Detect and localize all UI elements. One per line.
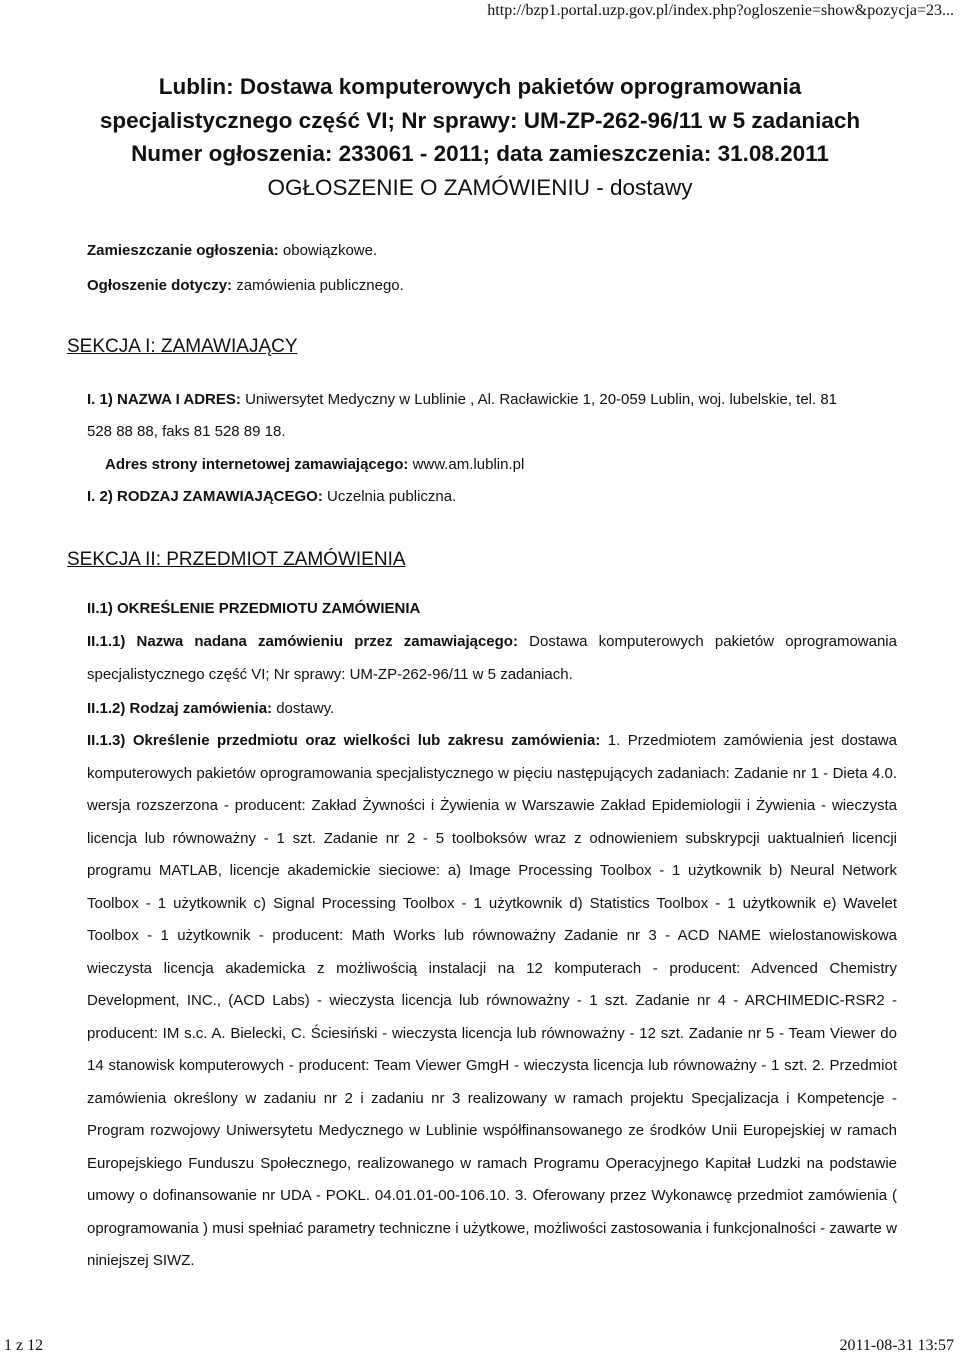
scope-value: 1. Przedmiotem zamówienia jest dostawa komputerowych pakietów oprogramowania specjalistycznego w pięciu następujących zadaniach: Zadanie nr 1 - Dieta 4.0. wersja rozszerzona - producent: Zakład Żywności i Żywienia w Warszawie Zakład Epidemiologii i Żywienia - wieczysta licencja lub równoważny - 1 szt. Zadanie nr 2 - 5 toolboksów wraz z odnowieniem subskrypcji uaktualnień licencji programu MATLAB, licencje akademickie sieciowe: a) Image Processing Toolbox - 1 użytkownik b) Neural Network Toolbox - 1 użytkownik c) Signal Processing Toolbox - 1 użytkownik d) Statistics Toolbox - 1 użytkownik e) Wavelet Toolbox - 1 użytkownik - producent: Math Works lub równoważny Zadanie nr 3 - ACD NAME wielostanowiskowa wieczysta licencja akademicka z możliwością instalacji na 12 komputerach - producent: Advenced Chemistry Development, INC., (ACD Labs) - wieczysta licencja lub równoważny - 1 szt. Zadanie nr 4 - ARCHIMEDIC-RSR2 - producent: IM s.c. A. Bielecki, C. Ściesiński - wieczysta licencja lub równoważny - 12 szt. Zadanie nr 5 - Team Viewer do 14 stanowisk komputerowych - producent: Team Viewer GmgH - wieczysta licencja lub równoważny - 1 szt. 2. Przedmiot zamówienia określony w zadaniu nr 2 i zadaniu nr 3 realizowany w ramach projektu Specjalizacja i Kompetencje - Program rozwojowy Uniwersytetu Medycznego w Lublinie współfinansowanego ze środków Unii Europejskiej w ramach Europejskiego Funduszu Społecznego, realizowanego w ramach Programu Operacyjnego Kapitał Ludzki na podstawie umowy o dofinansowanie nr UDA - POKL. 04.01.01-00-106.10. 3. Oferowany przez Wykonawcę przedmiot zamówienia ( oprogramowania ) musi spełniać parametry techniczne i użytkowe, możliwości zastosowania i funkcjonalności - zawarte w niniejszej SIWZ. [87, 732, 897, 1269]
concerns-value: zamówienia publicznego. [236, 277, 404, 294]
scope-label: II.1.3) Określenie przedmiotu oraz wielkości lub zakresu zamówienia: [87, 732, 601, 749]
page-number: 1 z 12 [4, 1337, 44, 1354]
placement-label: Zamieszczanie ogłoszenia: [87, 242, 279, 259]
name-address-value-2: 528 88 88, faks 81 528 89 18. [87, 423, 286, 440]
customer-type-row [87, 488, 456, 505]
section-1-heading: SEKCJA I: ZAMAWIAJĄCY [67, 336, 298, 357]
concerns-label: Ogłoszenie dotyczy: [87, 277, 233, 294]
title-line-1: Lublin: Dostawa komputerowych pakietów oprogramowania [158, 74, 802, 99]
customer-type-value: Uczelnia publiczna. [327, 488, 457, 505]
website-value[interactable]: www.am.lublin.pl [412, 456, 525, 473]
scope-paragraph [87, 725, 897, 1278]
website-row [105, 456, 524, 473]
placement-row [87, 242, 377, 259]
name-address-row [87, 391, 837, 408]
placement-value: obowiązkowe. [282, 242, 378, 259]
contract-name-label: II.1.1) Nazwa nadana zamówieniu przez zamawiającego: [87, 633, 518, 650]
contract-name-value: Dostawa komputerowych pakietów oprogramowania specjalistycznego część VI; Nr sprawy: UM-ZP-262-96/11 w 5 zadaniach. [87, 633, 897, 683]
contract-kind-value: dostawy. [276, 700, 335, 717]
notice-subtitle: OGŁOSZENIE O ZAMÓWIENIU - dostawy [267, 174, 693, 200]
customer-type-label: I. 2) RODZAJ ZAMAWIAJĄCEGO: [87, 488, 323, 505]
contract-kind-label: II.1.2) Rodzaj zamówienia: [87, 700, 273, 717]
name-address-value: Uniwersytet Medyczny w Lublinie , Al. Racławickie 1, 20-059 Lublin, woj. lubelskie, tel. 81 [245, 391, 838, 408]
title-line-3: Numer ogłoszenia: 233061 - 2011; data zamieszczenia: 31.08.2011 [131, 141, 829, 166]
name-address-row-2 [87, 423, 286, 440]
print-header-url: http://bzp1.portal.uzp.gov.pl/index.php?ogloszenie=show&pozycja=23... [487, 2, 954, 19]
contract-kind-row [87, 700, 334, 717]
website-label: Adres strony internetowej zamawiającego: [105, 456, 409, 473]
notice-title [0, 70, 960, 204]
contract-name-paragraph [87, 626, 897, 691]
section-2-heading: SEKCJA II: PRZEDMIOT ZAMÓWIENIA [67, 549, 406, 570]
concerns-row [87, 277, 404, 294]
name-address-label: I. 1) NAZWA I ADRES: [87, 391, 241, 408]
section-2-subheading: II.1) OKREŚLENIE PRZEDMIOTU ZAMÓWIENIA [87, 600, 421, 617]
print-timestamp: 2011-08-31 13:57 [839, 1337, 954, 1354]
title-line-2: specjalistycznego część VI; Nr sprawy: UM-ZP-262-96/11 w 5 zadaniach [99, 107, 861, 133]
